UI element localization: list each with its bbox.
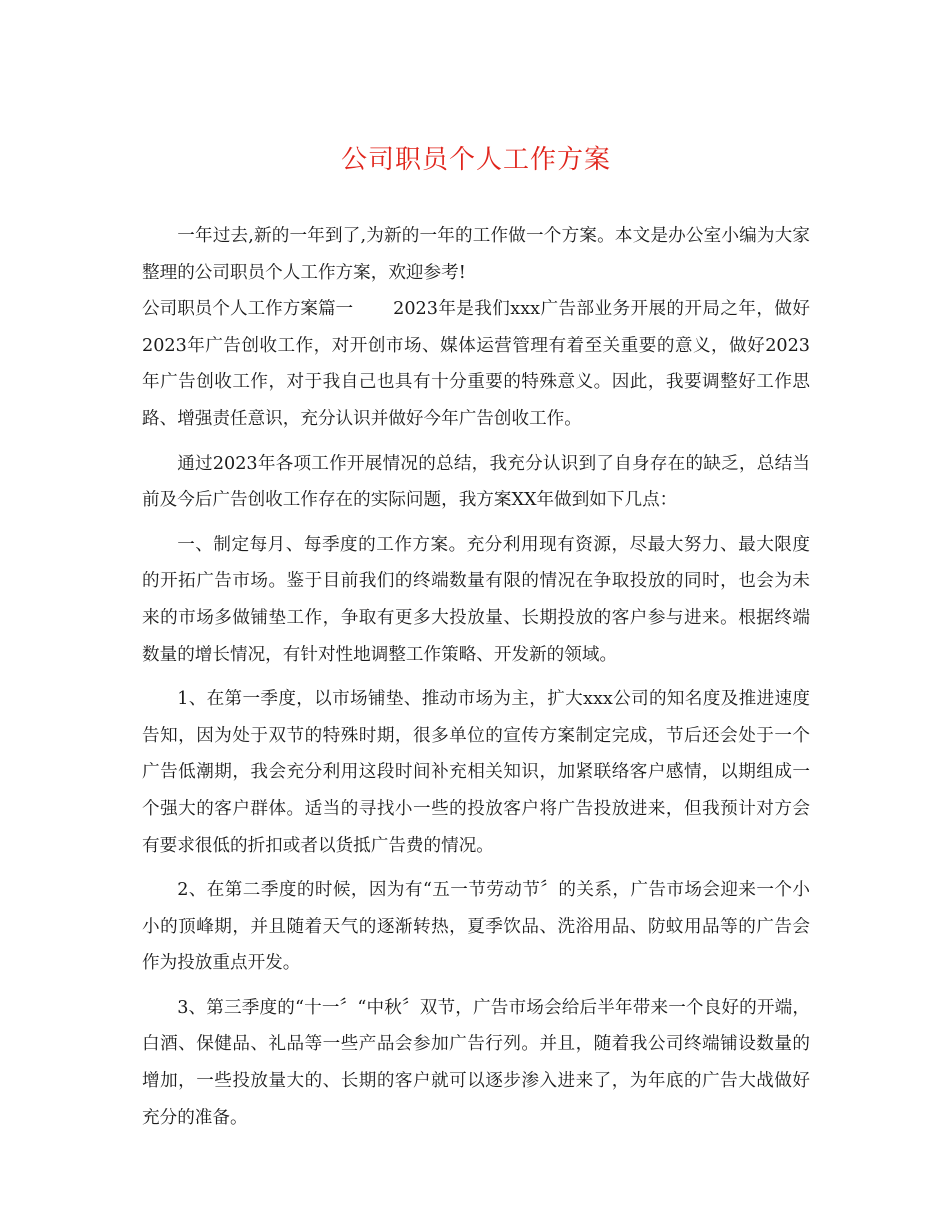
point-one-paragraph: 一、制定每月、每季度的工作方案。充分利用现有资源，尽最大努力、最大限度的开拓广告市场。鉴于目前我们的终端数量有限的情况在争取投放的同时，也会为未来的市场多做铺垫工作，争取有更多大投放量、长期投放的客户参与进来。根据终端数量的增长情况，有针对性地调整工作策略、开发新的领域。 [142, 534, 810, 665]
document-body [142, 218, 810, 1144]
section-one-paragraph [142, 291, 810, 437]
section-one-heading: 公司职员个人工作方案篇一 [142, 299, 354, 320]
quarter-two-paragraph: 2、在第二季度的时候，因为有“五一节劳动节〞的关系，广告市场会迎来一个小小的顶峰期，并且随着天气的逐渐转热，夏季饮品、洗浴用品、防蚊用品等的广告会作为投放重点开发。 [142, 880, 810, 974]
document-title: 公司职员个人工作方案 [340, 145, 611, 175]
quarter-one-paragraph: 1、在第一季度，以市场铺垫、推动市场为主，扩大xxx公司的知名度及推进速度告知，因为处于双节的特殊时期，很多单位的宣传方案制定完成，节后还会处于一个广告低潮期，我会充分利用这段时间补充相关知识，加紧联络客户感情，以期组成一个强大的客户群体。适当的寻找小一些的投放客户将广告投放进来，但我预计对方会有要求很低的折扣或者以货抵广告费的情况。 [142, 689, 810, 856]
intro-paragraph: 一年过去,新的一年到了,为新的一年的工作做一个方案。本文是办公室小编为大家整理的公司职员个人工作方案，欢迎参考! [142, 226, 810, 283]
section-one-text: 2023年是我们xxx广告部业务开展的开局之年，做好2023年广告创收工作，对开创市场、媒体运营管理有着至关重要的意义，做好2023年广告创收工作，对于我自己也具有十分重要的特殊意义。因此，我要调整好工作思路、增强责任意识，充分认识并做好今年广告创收工作。 [142, 299, 810, 429]
quarter-three-paragraph: 3、第三季度的“十一〞“中秋〞双节，广告市场会给后半年带来一个良好的开端，白酒、保健品、礼品等一些产品会参加广告行列。并且，随着我公司终端铺设数量的增加，一些投放量大的、长期的客户就可以逐步渗入进来了，为年底的广告大战做好充分的准备。 [142, 997, 810, 1128]
summary-paragraph: 通过2023年各项工作开展情况的总结，我充分认识到了自身存在的缺乏，总结当前及今后广告创收工作存在的实际问题，我方案XX年做到如下几点： [142, 453, 810, 511]
